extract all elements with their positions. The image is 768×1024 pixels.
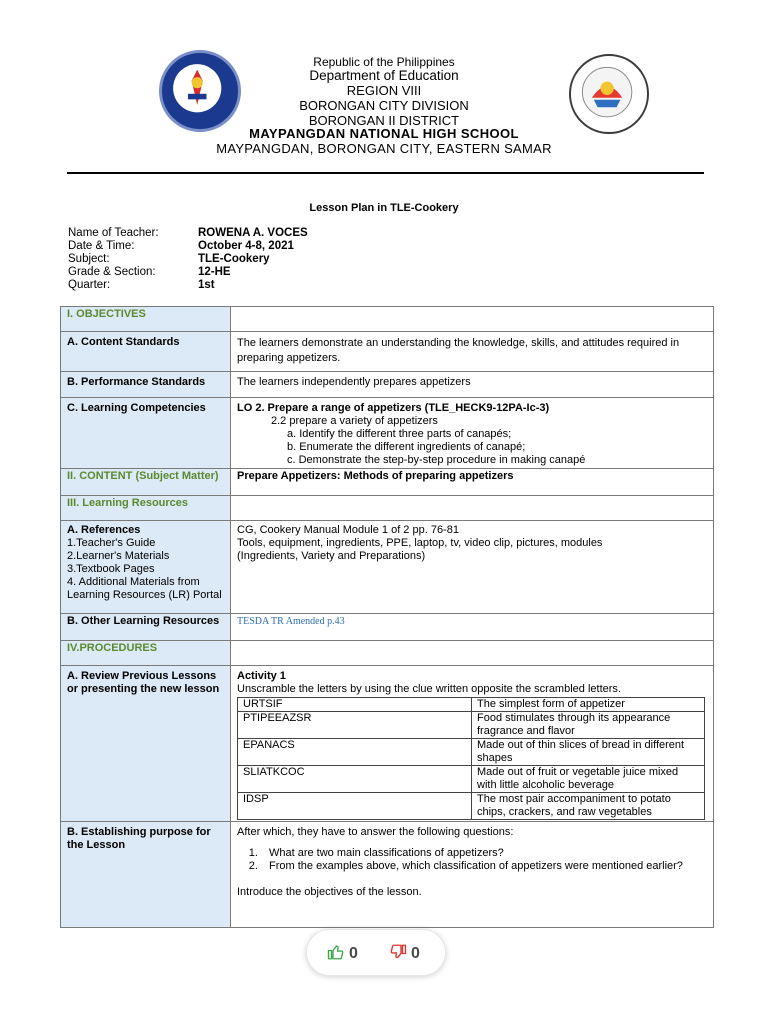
info-value: October 4-8, 2021	[198, 240, 294, 252]
review-cell	[231, 666, 714, 822]
thumbs-up-icon	[327, 943, 345, 961]
clue-text: Made out of fruit or vegetable juice mixed with little alcoholic beverage	[472, 766, 705, 793]
table-row	[238, 766, 705, 793]
scrambled-word: EPANACS	[238, 739, 472, 766]
reference-item: 2.Learner's Materials	[67, 550, 170, 562]
question-item: 1. What are two main classifications of appetizers?	[261, 847, 707, 860]
competencies-cell	[231, 398, 714, 469]
purpose-outro: Introduce the objectives of the lesson.	[237, 886, 422, 898]
table-row	[238, 739, 705, 766]
content-heading: II. CONTENT (Subject Matter)	[61, 469, 231, 496]
downvote-button[interactable]	[389, 943, 420, 963]
competency-main: LO 2. Prepare a range of appetizers (TLE_HECK9-12PA-Ic-3)	[237, 402, 550, 414]
scrambled-word: URTSIF	[238, 698, 472, 712]
activity-table	[237, 697, 705, 820]
scrambled-word: PTIPEEAZSR	[238, 712, 472, 739]
lesson-plan-title: Lesson Plan in TLE-Cookery	[309, 202, 459, 214]
competencies-label: C. Learning Competencies	[61, 398, 231, 469]
republic-line: Republic of the Philippines	[313, 55, 455, 69]
school-name: MAYPANGDAN NATIONAL HIGH SCHOOL	[249, 126, 519, 141]
procedures-cell	[231, 641, 714, 666]
references-cell	[61, 521, 231, 614]
info-label: Date & Time:	[68, 240, 135, 252]
upvote-button[interactable]	[327, 943, 358, 963]
purpose-intro: After which, they have to answer the following questions:	[237, 826, 514, 838]
review-label: A. Review Previous Lessons or presenting the new lesson	[61, 666, 231, 822]
region-line: REGION VIII	[346, 83, 422, 98]
info-label: Quarter:	[68, 279, 111, 291]
purpose-cell	[231, 822, 714, 928]
info-value: 12-HE	[198, 266, 231, 278]
header-divider	[67, 172, 704, 174]
info-label: Subject:	[68, 253, 110, 265]
question-item: 2. From the examples above, which classification of appetizers were mentioned earlier?	[261, 860, 707, 873]
reference-item: 1.Teacher's Guide	[67, 537, 156, 549]
lesson-plan-table	[60, 306, 714, 928]
info-value: TLE-Cookery	[198, 253, 270, 265]
table-row	[238, 698, 705, 712]
downvote-count: 0	[411, 945, 420, 962]
objectives-cell	[231, 307, 714, 332]
info-label: Name of Teacher:	[68, 227, 159, 239]
performance-standards-text: The learners independently prepares appetizers	[231, 372, 714, 398]
content-text: Prepare Appetizers: Methods of preparing appetizers	[231, 469, 714, 496]
info-value: ROWENA A. VOCES	[198, 227, 308, 239]
upvote-count: 0	[349, 945, 358, 962]
resources-cell	[231, 496, 714, 521]
thumbs-down-icon	[389, 943, 407, 961]
reference-item: 3.Textbook Pages	[67, 563, 155, 575]
department-line: Department of Education	[309, 68, 459, 83]
resources-heading: III. Learning Resources	[61, 496, 231, 521]
other-resources-text: TESDA TR Amended p.43	[231, 614, 714, 641]
questions-list	[261, 847, 707, 873]
references-label: A. References	[67, 524, 141, 536]
document-header	[0, 0, 768, 180]
clue-text: The simplest form of appetizer	[472, 698, 705, 712]
activity-title: Activity 1	[237, 670, 286, 682]
info-label: Grade & Section:	[68, 266, 156, 278]
division-line: BORONGAN CITY DIVISION	[299, 98, 469, 113]
info-value: 1st	[198, 279, 215, 291]
reference-item: 4. Additional Materials from Learning Resources (LR) Portal	[67, 576, 222, 601]
content-standards-text: The learners demonstrate an understanding the knowledge, skills, and attitudes required in preparing appetizers.	[231, 332, 714, 372]
competency-b: b. Enumerate the different ingredients of canapé;	[287, 441, 526, 453]
performance-standards-label: B. Performance Standards	[61, 372, 231, 398]
scrambled-word: SLIATKCOC	[238, 766, 472, 793]
references-text-cell	[231, 521, 714, 614]
school-address: MAYPANGDAN, BORONGAN CITY, EASTERN SAMAR	[216, 141, 552, 156]
other-resources-label: B. Other Learning Resources	[61, 614, 231, 641]
procedures-heading: IV.PROCEDURES	[61, 641, 231, 666]
district-line: BORONGAN II DISTRICT	[308, 113, 460, 128]
clue-text: Made out of thin slices of bread in different shapes	[472, 739, 705, 766]
reference-text: (Ingredients, Variety and Preparations)	[237, 550, 426, 562]
table-row	[238, 712, 705, 739]
competency-sub: 2.2 prepare a variety of appetizers	[271, 415, 438, 427]
reference-text: CG, Cookery Manual Module 1 of 2 pp. 76-81	[237, 524, 459, 536]
reference-text: Tools, equipment, ingredients, PPE, laptop, tv, video clip, pictures, modules	[237, 537, 603, 549]
objectives-heading: I. OBJECTIVES	[61, 307, 231, 332]
content-standards-label: A. Content Standards	[61, 332, 231, 372]
activity-instruction: Unscramble the letters by using the clue written opposite the scrambled letters.	[237, 683, 621, 695]
competency-a: a. Identify the different three parts of canapés;	[287, 428, 512, 440]
clue-text: Food stimulates through its appearance fragrance and flavor	[472, 712, 705, 739]
vote-widget	[306, 929, 446, 976]
scrambled-word: IDSP	[238, 793, 472, 820]
purpose-label: B. Establishing purpose for the Lesson	[61, 822, 231, 928]
competency-c: c. Demonstrate the step-by-step procedure in making canapé	[287, 454, 586, 466]
clue-text: The most pair accompaniment to potato chips, crackers, and raw vegetables	[472, 793, 705, 820]
table-row	[238, 793, 705, 820]
